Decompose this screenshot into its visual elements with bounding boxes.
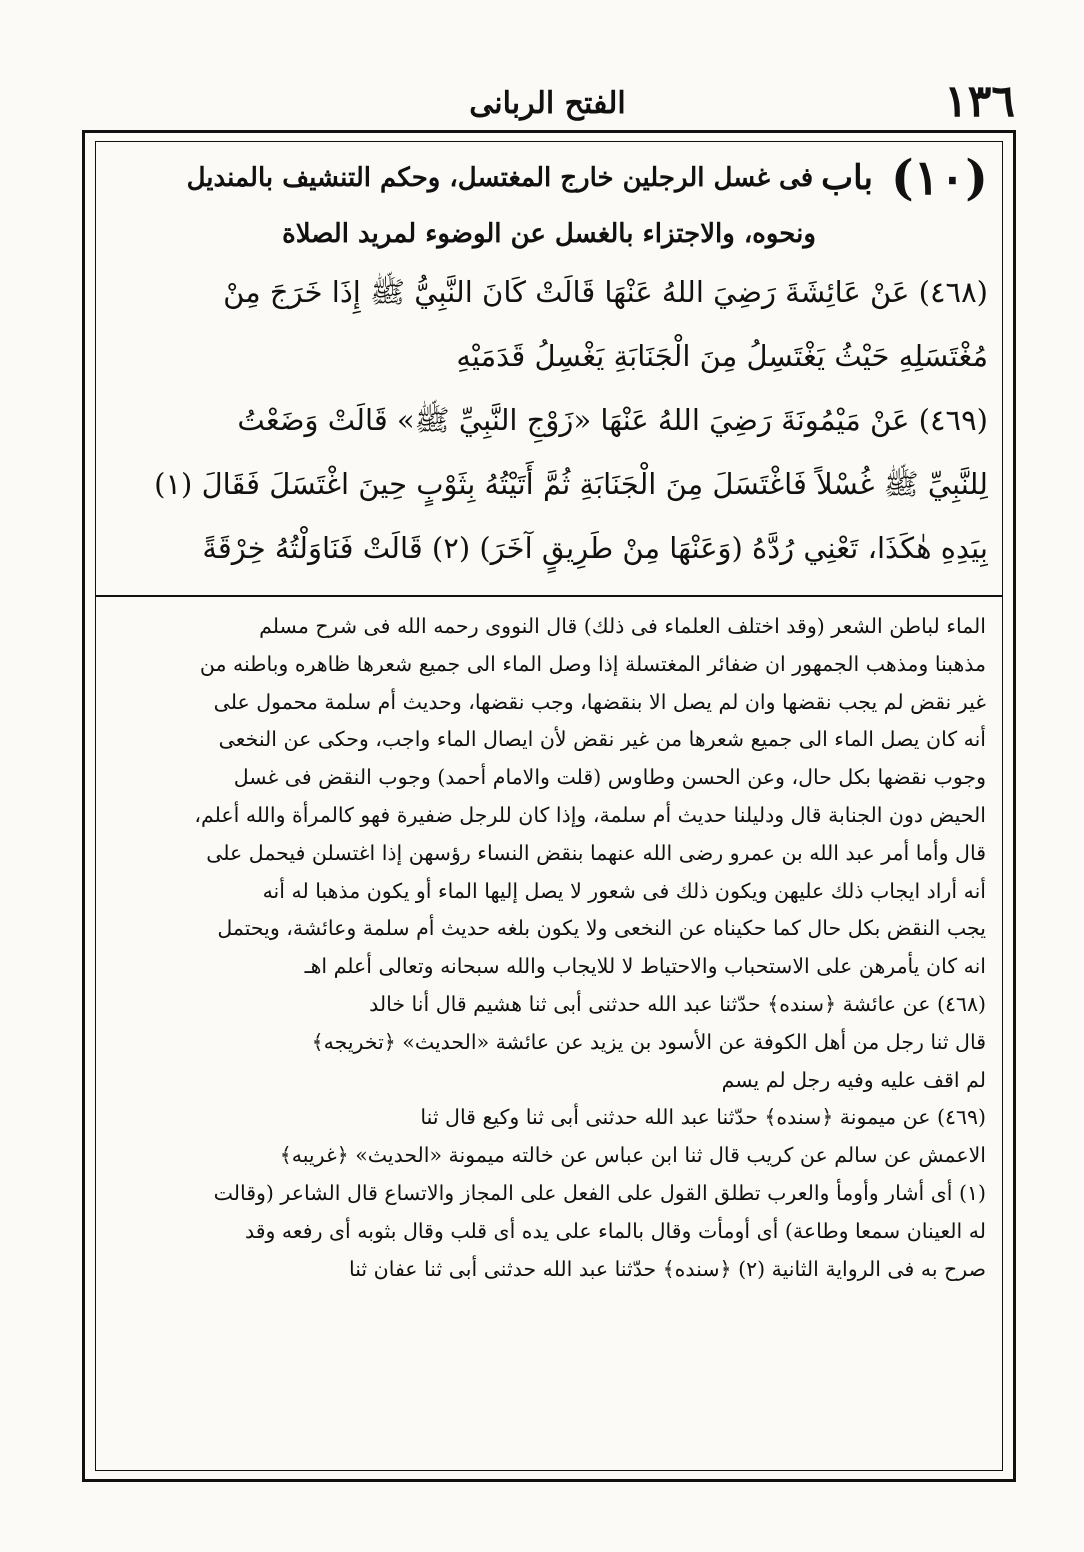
commentary-line: الماء لباطن الشعر (وقد اختلف العلماء فى ذلك) قال النووى رحمه الله فى شرح مسلم	[259, 614, 986, 638]
commentary-line: يجب النقض بكل حال كما حكيناه عن النخعى ولا يكون بلغه حديث أم سلمة وعائشة، ويحتمل	[217, 916, 986, 941]
chapter-title-line-2: ونحوه، والاجتزاء بالغسل عن الوضوء لمريد الصلاة	[282, 219, 816, 249]
commentary-line: لم اقف عليه وفيه رجل لم يسم	[721, 1067, 986, 1092]
chapter-title-line-1: فى غسل الرجلين خارج المغتسل، وحكم التنشيف بالمنديل	[186, 163, 814, 193]
commentary-line: أنه أراد ايجاب ذلك عليهن ويكون ذلك فى شعور لا يصل إليها الماء أو يكون مذهبا له أنه	[262, 878, 986, 903]
page-header	[80, 78, 1015, 130]
commentary-line: الاعمش عن سالم عن كريب قال ثنا ابن عباس عن خالته ميمونة «الحديث» ﴿غريبه﴾	[279, 1143, 986, 1168]
page-frame	[82, 130, 1016, 1482]
commentary-line: وجوب نقضها بكل حال، وعن الحسن وطاوس (قلت والامام أحمد) وجوب النقض فى غسل	[233, 765, 986, 790]
hadith-469	[110, 388, 988, 580]
chapter-word: باب	[821, 158, 873, 198]
commentary-line: (٤٦٨) عن عائشة ﴿سنده﴾ حدّثنا عبد الله حدثنى أبى ثنا هشيم قال أنا خالد	[369, 991, 986, 1016]
commentary-section	[96, 608, 1002, 1470]
chapter-number: (١٠)	[891, 150, 988, 206]
commentary-line: صرح به فى الرواية الثانية (٢) ﴿سنده﴾ حدّثنا عبد الله حدثنى أبى ثنا عفان ثنا	[348, 1256, 986, 1281]
commentary-line: له العينان سمعا وطاعة) أى أومأت وقال بالماء على يده أى قلب وقال بثوبه أى رفعه وقد	[244, 1218, 986, 1243]
hadith-line: مُغْتَسَلِهِ حَيْثُ يَغْتَسِلُ مِنَ الْجَنَابَةِ يَغْسِلُ قَدَمَيْهِ	[456, 339, 988, 373]
hadith-line: لِلنَّبِيِّ ﷺ غُسْلاً فَاغْتَسَلَ مِنَ الْجَنَابَةِ ثُمَّ أَتَيْتُهُ بِثَوْبٍ حِينَ اغْتَسَلَ فَقَالَ (١)	[154, 467, 988, 501]
commentary-line: قال وأما أمر عبد الله بن عمرو رضى الله عنهما بنقض النساء رؤسهن إذا اغتسلن فيحمل على	[206, 840, 986, 865]
commentary-line: الحيض دون الجنابة قال ودليلنا حديث أم سلمة، وإذا كان للرجل ضفيرة فهو كالمرأة والله أعلم،	[194, 802, 986, 827]
commentary-line: (١) أى أشار وأومأ والعرب تطلق القول على الفعل على المجاز والاتساع قال الشاعر (وقالت	[213, 1180, 986, 1205]
hadith-section	[96, 142, 1002, 594]
page-number: ١٣٦	[944, 76, 1015, 127]
page-frame-inner	[95, 141, 1003, 1471]
commentary-line: (٤٦٩) عن ميمونة ﴿سنده﴾ حدّثنا عبد الله حدثنى أبى ثنا وكيع قال ثنا	[420, 1105, 986, 1130]
hadith-line: (٤٦٨) عَنْ عَائِشَةَ رَضِيَ اللهُ عَنْهَا قَالَتْ كَانَ النَّبِيُّ ﷺ إِذَا خَرَجَ مِنْ	[223, 275, 988, 309]
commentary-line: انه كان يأمرهن على الاستحباب والاحتياط لا للايجاب والله سبحانه وتعالى أعلم اهـ	[304, 954, 986, 979]
hadith-line: (٤٦٩) عَنْ مَيْمُونَةَ رَضِيَ اللهُ عَنْهَا «زَوْجِ النَّبِيِّ ﷺ» قَالَتْ وَضَعْتُ	[237, 403, 988, 437]
commentary-line: مذهبنا ومذهب الجمهور ان ضفائر المغتسلة إذا وصل الماء الى جميع شعرها ظاهره وباطنه من	[199, 651, 986, 676]
commentary-line: قال ثنا رجل من أهل الكوفة عن الأسود بن يزيد عن عائشة «الحديث» ﴿تخريجه﴾	[311, 1029, 986, 1054]
hadith-468	[110, 260, 988, 388]
commentary-line: أنه كان يصل الماء الى جميع شعرها من غير نقض لأن ايصال الماء واجب، وحكى عن النخعى	[218, 727, 986, 752]
hadith-line: بِيَدِهِ هٰكَذَا، تَعْنِي رُدَّهُ (وَعَنْهَا مِنْ طَرِيقٍ آخَرَ) (٢) قَالَتْ فَنَاوَلْتُهُ خِرْقَةً	[202, 531, 988, 565]
section-divider	[96, 595, 1002, 597]
running-title: الفتح الربانى	[469, 86, 626, 121]
chapter-heading	[110, 148, 988, 208]
commentary-line: غير نقض لم يجب نقضها وان لم يصل الا بنقضها، وجب نقضها، وحديث أم سلمة محمول على	[213, 689, 986, 714]
